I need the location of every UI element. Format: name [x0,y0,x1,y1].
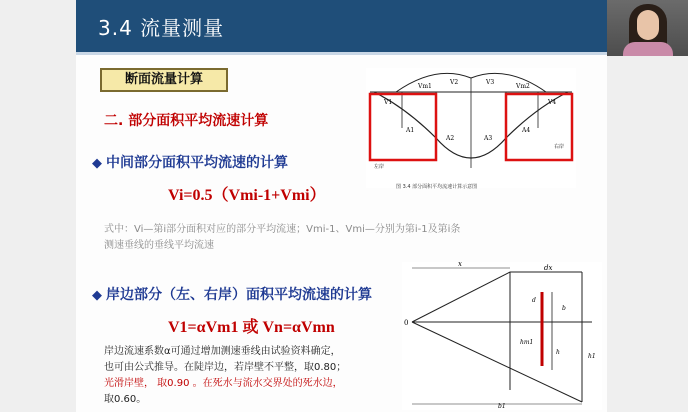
bullet-middle [92,152,288,172]
label-h: h [556,349,560,356]
diamond-icon: ◆ [92,288,102,303]
label-vm1: Vm1 [418,83,432,90]
formula-bank [168,314,335,337]
label-x: x [458,262,462,268]
label-v4: V4 [548,99,557,106]
section-heading: 二. 部分面积平均流速计算 [104,113,269,129]
label-b: b [562,305,566,312]
formula-note-line1: 式中：Vi—第i部分面积对应的部分平均流速；Vmi-1、Vmi—分别为第i-1及第i条 [104,224,461,235]
bank-note-line3: 光滑岸壁， 取0.90 。在死水与流水交界处的死水边， [104,378,343,389]
formula-note [104,222,460,254]
bank-note-line4: 取0.60。 [104,394,147,405]
label-d: d [532,297,536,304]
webcam-thumbnail[interactable] [607,0,688,56]
section-tag: 断面流量计算 [100,68,228,92]
bullet-bank-text: 岸边部分（左、右岸）面积平均流速的计算 [106,287,372,303]
label-vm2: Vm2 [516,83,530,90]
formula-note-line2: 测速垂线的垂线平均流速 [104,240,214,251]
left-margin [0,0,76,412]
bank-note-line1: 岸边流速系数α可通过增加测速垂线由试验资料确定， [104,346,341,357]
bullet-bank [92,284,372,304]
label-v3: V3 [486,79,495,86]
label-a2: A2 [446,135,455,142]
diamond-icon: ◆ [92,156,102,171]
formula-bank-text: V1=αVm1 或 Vn=αVmn [168,319,335,336]
label-hm1: hm1 [520,339,534,346]
label-b1: b1 [498,403,506,410]
presenter-body [623,42,673,56]
slide-header [76,0,607,52]
slide [76,0,607,412]
figure-caption: 图 3.4 部分面积平均流速计算示意图 [396,184,478,190]
bank-note [104,344,346,408]
bank-note-line2: 也可由公式推导。在陡岸边，若岸壁不平整，取0.80； [104,362,347,373]
label-right-bank: 右岸 [554,144,565,150]
bullet-middle-text: 中间部分面积平均流速的计算 [106,155,288,171]
label-v2: V2 [450,79,459,86]
label-dx: dx [544,264,553,272]
label-v1: V1 [384,99,393,106]
right-margin [607,56,688,412]
label-h1: h1 [588,353,596,360]
figure-bank-area [402,262,602,410]
header-divider [76,52,607,55]
label-left-bank: 左岸 [374,164,385,170]
formula-middle-text: Vi=0.5（Vmi-1+Vmi） [168,187,326,204]
label-a4: A4 [522,127,531,134]
formula-middle [168,182,326,205]
label-a1: A1 [406,127,415,134]
label-a3: A3 [484,135,493,142]
label-zero: 0 [404,319,409,327]
figure2-bg [402,262,602,410]
figure-partial-area [366,68,576,188]
slide-title: 3.4 流量测量 [98,16,225,40]
presenter-face [637,10,659,40]
